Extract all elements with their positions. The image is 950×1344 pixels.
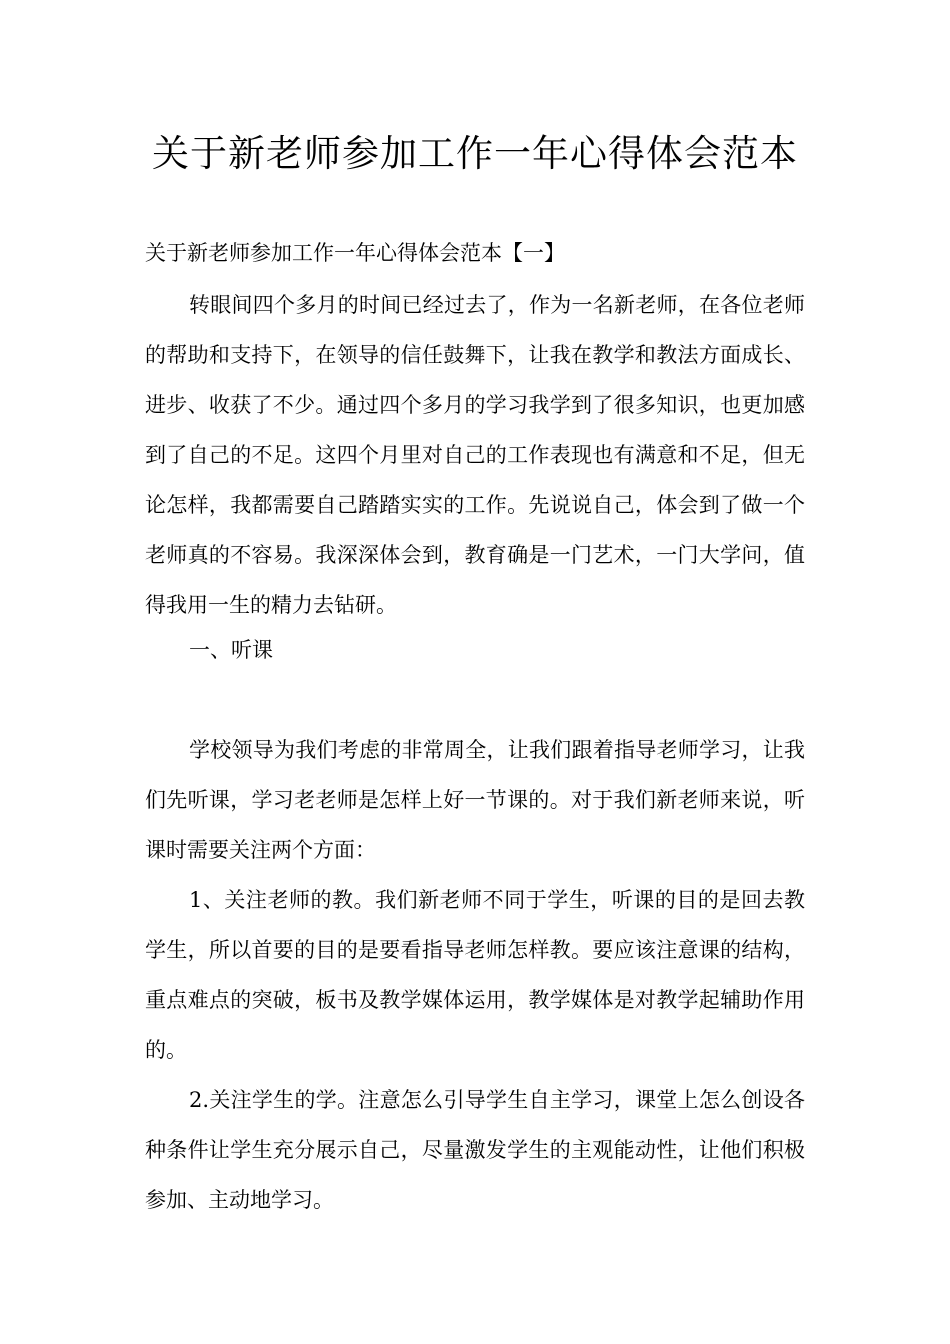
paragraph-teacher-focus: 1、关注老师的教。我们新老师不同于学生，听课的目的是回去教学生，所以首要的目的是要看指导老师怎样教。要应该注意课的结构，重点难点的突破，板书及教学媒体运用，教学媒体是对教学起辅助作用的。 [145, 888, 805, 1062]
section-heading-listening: 一、听课 [189, 638, 273, 662]
document-title: 关于新老师参加工作一年心得体会范本 [152, 132, 798, 175]
section-subtitle: 关于新老师参加工作一年心得体会范本【一】 [145, 241, 565, 265]
paragraph-listening-overview: 学校领导为我们考虑的非常周全，让我们跟着指导老师学习，让我们先听课，学习老老师是怎样上好一节课的。对于我们新老师来说，听课时需要关注两个方面： [145, 738, 805, 862]
paragraph-intro: 转眼间四个多月的时间已经过去了，作为一名新老师，在各位老师的帮助和支持下，在领导的信任鼓舞下，让我在教学和教法方面成长、进步、收获了不少。通过四个多月的学习我学到了很多知识，也更加感到了自己的不足。这四个月里对自己的工作表现也有满意和不足，但无论怎样，我都需要自己踏踏实实的工作。先说说自己，体会到了做一个老师真的不容易。我深深体会到，教育确是一门艺术，一门大学问，值得我用一生的精力去钻研。 [145, 293, 805, 617]
paragraph-student-focus: 2.关注学生的学。注意怎么引导学生自主学习，课堂上怎么创设各种条件让学生充分展示自己，尽量激发学生的主观能动性，让他们积极参加、主动地学习。 [145, 1088, 805, 1212]
